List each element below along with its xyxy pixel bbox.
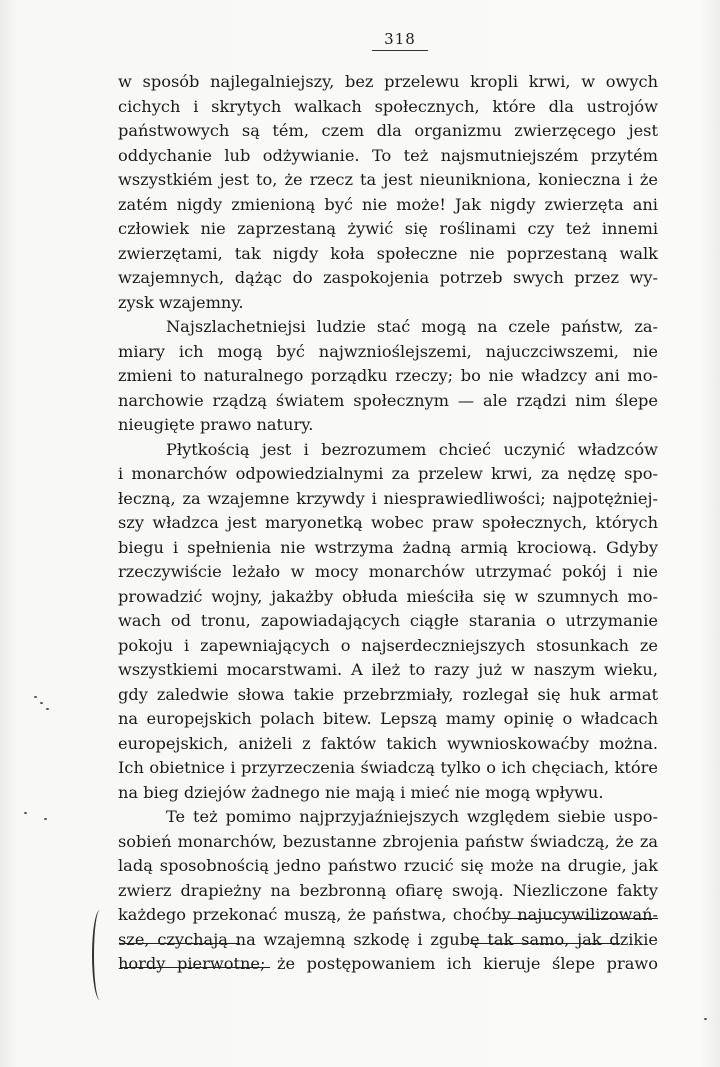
- text-line: nieugięte prawo natury.: [118, 415, 314, 434]
- text-line: ladą sposobnością jedno państwo rzucić się może na drugie, jak: [118, 856, 658, 875]
- text-line: gdy zaledwie słowa takie przebrzmiały, rozlegał się huk armat: [118, 684, 658, 704]
- text-line: szy władzca jest maryonetką wobec praw społecznych, których: [118, 513, 658, 532]
- text-line: człowiek nie zaprzestaną żywić się roślinami czy też innemi: [118, 219, 658, 238]
- text-line: Ich obietnice i przyrzeczenia świadczą tylko o ich chęciach, które: [118, 758, 658, 777]
- scan-speck: [34, 696, 37, 698]
- text-line: pokoju i zapewniających o najserdeczniejszych stosunkach ze: [118, 635, 658, 655]
- scan-speck: [44, 818, 47, 820]
- paragraph-first-line: Płytkością jest i bezrozumem chcieć uczynić władzców: [166, 439, 658, 459]
- text-line: zmieni to naturalnego porządku rzeczy; bo nie władzcy ani mo-: [118, 366, 658, 385]
- text-line: zysk wzajemny.: [118, 292, 244, 312]
- text-line: prowadzić wojny, jakażby obłuda mieściła się w szumnych mo-: [118, 586, 658, 606]
- text-line: wzajemnych, dążąc do zaspokojenia potrzeb swych przez wy-: [118, 268, 658, 287]
- text-line: państwowych są tém, czem dla organizmu zwierzęcego jest: [118, 121, 658, 140]
- margin-bracket-mark: [92, 910, 108, 1000]
- text-line: zwierz drapieżny na bezbronną ofiarę swoją. Niezliczone fakty: [118, 880, 658, 900]
- text-line: na europejskich polach bitew. Lepszą mamy opinię o władcach: [118, 709, 658, 728]
- text-line: sobień monarchów, bezustanne zbrojenia państw świadczą, że za: [118, 831, 658, 851]
- text-line: cichych i skrytych walkach społecznych, które dla ustrojów: [118, 96, 658, 116]
- text-line: rzeczywiście leżało w mocy monarchów utrzymać pokój i nie: [118, 562, 658, 581]
- body-text: [118, 70, 658, 977]
- text-line: oddychanie lub odżywianie. To też najsmutniejszém przytém: [118, 145, 658, 165]
- paragraph-first-line: Te też pomimo najprzyjaźniejszych względem siebie uspo-: [166, 807, 658, 826]
- text-line: europejskich, aniżeli z faktów takich wywnioskowaćby można.: [118, 733, 658, 753]
- header-rule: [372, 50, 428, 51]
- text-line: łeczną, za wzajemne krzywdy i niesprawiedliwości; najpotężniej-: [118, 488, 658, 508]
- text-line: na bieg dziejów żadnego nie mają i mieć nie mogą wpływu.: [118, 782, 604, 802]
- text-line: narchowie rządzą światem społecznym — ale rządzi nim ślepe: [118, 390, 658, 410]
- pencil-underline: [120, 943, 240, 944]
- text-line: wszystkiemi mocarstwami. A ileż to razy już w naszym wieku,: [118, 660, 658, 679]
- text-line: zwierzętami, tak nigdy koła społeczne nie poprzestaną walk: [118, 243, 658, 263]
- scan-speck: [40, 702, 43, 704]
- paragraph-first-line: Najszlachetniejsi ludzie stać mogą na czele państw, za-: [166, 317, 658, 336]
- scan-speck: [704, 1018, 707, 1020]
- text-line: w sposób najlegalniejszy, bez przelewu kropli krwi, w owych: [118, 72, 658, 91]
- text-line: wszystkiém jest to, że rzecz ta jest nieunikniona, konieczna i że: [118, 170, 658, 189]
- text-line: każdego przekonać muszą, że państwa, choćby najucywilizowań-: [118, 905, 658, 924]
- pencil-underline: [120, 967, 270, 968]
- text-line: zatém nigdy zmienioną być nie może! Jak nigdy zwierzęta ani: [118, 194, 658, 214]
- scan-speck: [46, 708, 49, 710]
- text-line: miary ich mogą być najwznioślejszemi, najuczciwszemi, nie: [118, 341, 658, 361]
- pencil-underline: [470, 943, 620, 944]
- text-line: wach od tronu, zapowiadających ciągłe starania o utrzymanie: [118, 611, 658, 630]
- text-line: i monarchów odpowiedzialnymi za przelew krwi, za nędzę spo-: [118, 464, 658, 483]
- text-line: hordy pierwotne; że postępowaniem ich kieruje ślepe prawo: [118, 954, 658, 973]
- scan-speck: [24, 812, 27, 814]
- page-number: 318: [384, 30, 416, 48]
- text-line: sze, czychają na wzajemną szkodę i zgubę tak samo, jak dzikie: [118, 929, 658, 949]
- pencil-underline: [500, 918, 658, 919]
- text-line: biegu i spełnienia nie wstrzyma żadną armią krociową. Gdyby: [118, 537, 658, 557]
